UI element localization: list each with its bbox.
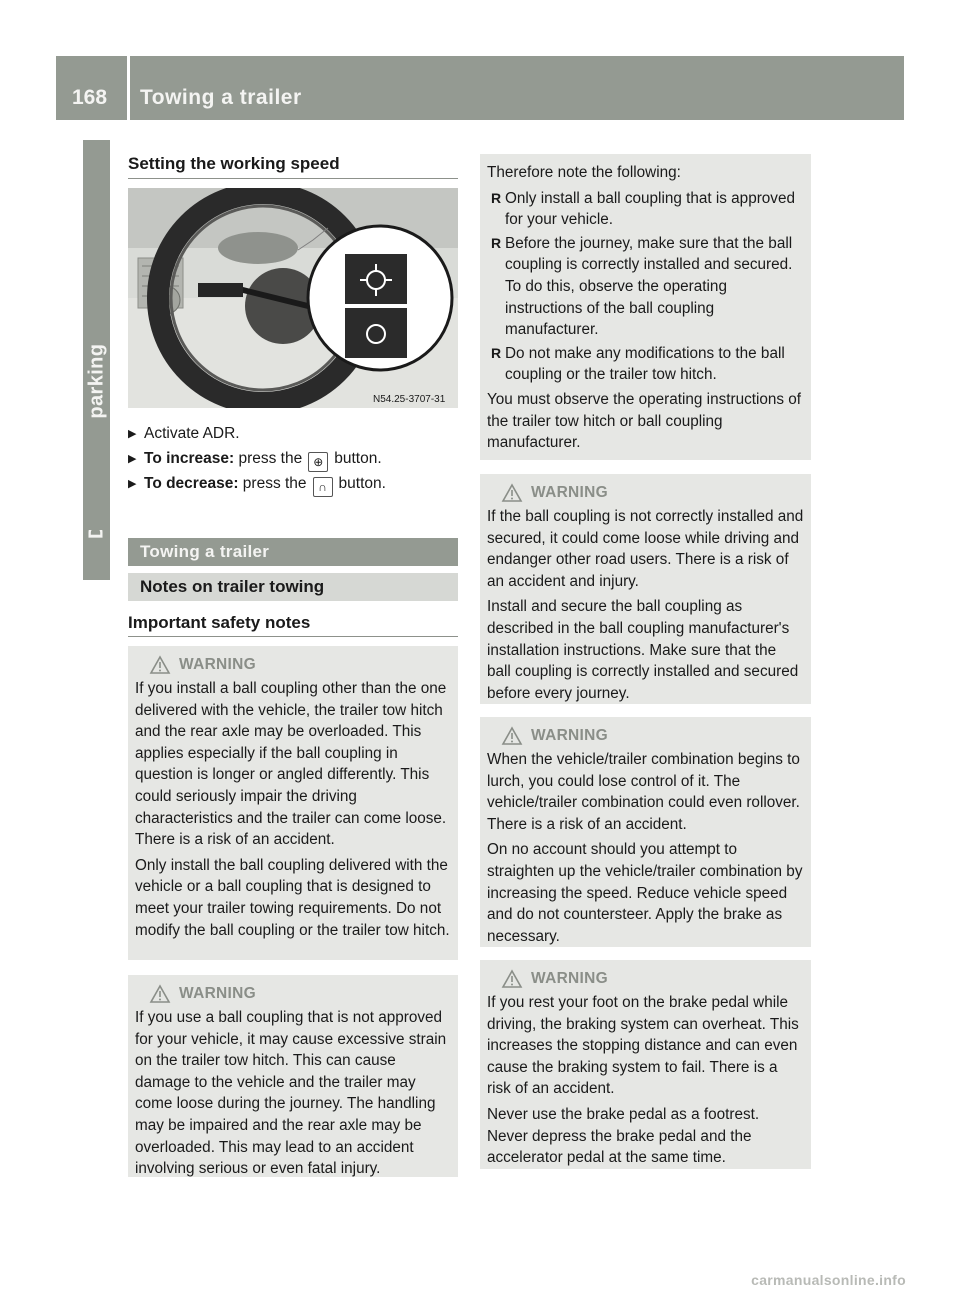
warning-icon — [501, 726, 523, 746]
list-item: R Do not make any modifications to the ball coupling or the trailer tow hitch. — [491, 344, 785, 384]
figure-code: N54.25-3707-31 — [373, 394, 446, 405]
step-increase: ▶ To increase: press the ⊕ button. — [128, 447, 458, 472]
warning-label: WARNING — [179, 656, 257, 673]
safety-heading: Important safety notes — [128, 613, 311, 632]
step-pre: press the — [238, 475, 307, 492]
warning-icon — [501, 969, 523, 989]
warning-icon — [149, 655, 171, 675]
warning-box — [480, 717, 811, 947]
warning-paragraph: Only install the ball coupling delivered with the vehicle or a ball coupling that is designed to meet your trailer towing requirements. Do not modify the ball coupling or the trailer tow hitch. — [135, 856, 450, 939]
section-marker — [83, 420, 110, 530]
heading-rule — [128, 636, 458, 637]
note-list — [487, 188, 804, 386]
warning-header — [487, 725, 804, 747]
warning-label: WARNING — [531, 727, 609, 744]
step-activate: ▶ Activate ADR. — [128, 425, 240, 442]
warning-icon — [149, 984, 171, 1004]
step-text: Activate ADR. — [144, 425, 240, 442]
section-band-label: Towing a trailer — [140, 542, 270, 561]
warning-box — [480, 960, 811, 1169]
note-intro: Therefore note the following: — [487, 164, 681, 181]
warning-paragraph: On no account should you attempt to straighten up the vehicle/trailer combination by increasing the speed. Reduce vehicle speed and do not countersteer. Apply the brake as necessary. — [487, 841, 803, 945]
warning-paragraph: If you install a ball coupling other than the one delivered with the vehicle, the trailer tow hitch and the rear axle may be overloaded. This applies especially if the ball coupling in question is longer or angled differently. This could seriously impair the driving characteristics and the trailer can come loose. There is a risk of an accident. — [135, 680, 447, 849]
step-post: button. — [338, 475, 386, 492]
page-number: 168 — [72, 86, 108, 109]
warning-label: WARNING — [179, 985, 257, 1002]
warning-paragraph: If you use a ball coupling that is not approved for your vehicle, it may cause excessive strain on the trailer tow hitch. This can cause damage to the vehicle and the trailer may come loose during the journey. The handling may be impaired and the rear axle may be overloaded. This may lead to an accident involving serious or even fatal injury. — [135, 1009, 447, 1178]
warning-paragraph: When the vehicle/trailer combination begins to lurch, you could lose control of it. The vehicle/trailer combination could even rollover. There is a risk of an accident. — [487, 751, 800, 833]
warning-label: WARNING — [531, 484, 609, 501]
watermark: carmanualsonline.info — [751, 1272, 906, 1288]
step-pre: press the — [234, 450, 303, 467]
steering-wheel-figure — [128, 188, 458, 408]
warning-paragraph: If the ball coupling is not correctly installed and secured, it could come loose while driving and endanger other road users. There is a risk of an accident and injury. — [487, 508, 804, 590]
warning-icon — [501, 483, 523, 503]
warning-box — [128, 975, 458, 1177]
note-outro: You must observe the operating instructions of the trailer tow hitch or ball coupling manufacturer. — [487, 390, 802, 452]
warning-paragraph: Install and secure the ball coupling as described in the ball coupling manufacturer's installation instructions. Make sure that the ball coupling is correctly installed and secured before every journey. — [487, 598, 799, 702]
warning-paragraph: If you rest your foot on the brake pedal while driving, the braking system can overheat. This increases the stopping distance and can even cause the braking system to fail. There is a risk of an accident. — [487, 994, 799, 1098]
warning-header — [135, 654, 451, 676]
section-band-label: Notes on trailer towing — [140, 577, 325, 596]
step-bold: To decrease: — [144, 475, 239, 492]
warning-box — [480, 474, 811, 704]
note-box — [480, 154, 811, 460]
warning-header — [487, 968, 804, 990]
warning-header — [487, 482, 804, 504]
list-item: R Before the journey, make sure that the ball coupling is correctly installed and secured. To do this, observe the operating instructions of the ball coupling manufacturer. — [491, 234, 793, 339]
warning-header — [135, 983, 451, 1005]
warning-label: WARNING — [531, 970, 609, 987]
heading-rule — [128, 178, 458, 179]
speed-decrease-icon: ∩ — [313, 477, 333, 497]
section-band-towing — [128, 538, 458, 566]
step-decrease: ▶ To decrease: press the ∩ button. — [128, 472, 458, 497]
warning-box — [128, 646, 458, 960]
list-item: R Only install a ball coupling that is approved for your vehicle. — [491, 189, 795, 229]
section-band-notes — [128, 573, 458, 601]
step-bold: To increase: — [144, 450, 235, 467]
step-post: button. — [334, 450, 382, 467]
header-divider — [127, 56, 130, 120]
page-title: Towing a trailer — [140, 86, 302, 109]
page-header — [56, 56, 904, 120]
speed-increase-icon: ⊕ — [308, 452, 328, 472]
warning-paragraph: Never use the brake pedal as a footrest. Never depress the brake pedal and the accelerator pedal at the same time. — [487, 1105, 760, 1167]
setting-heading: Setting the working speed — [128, 154, 340, 173]
